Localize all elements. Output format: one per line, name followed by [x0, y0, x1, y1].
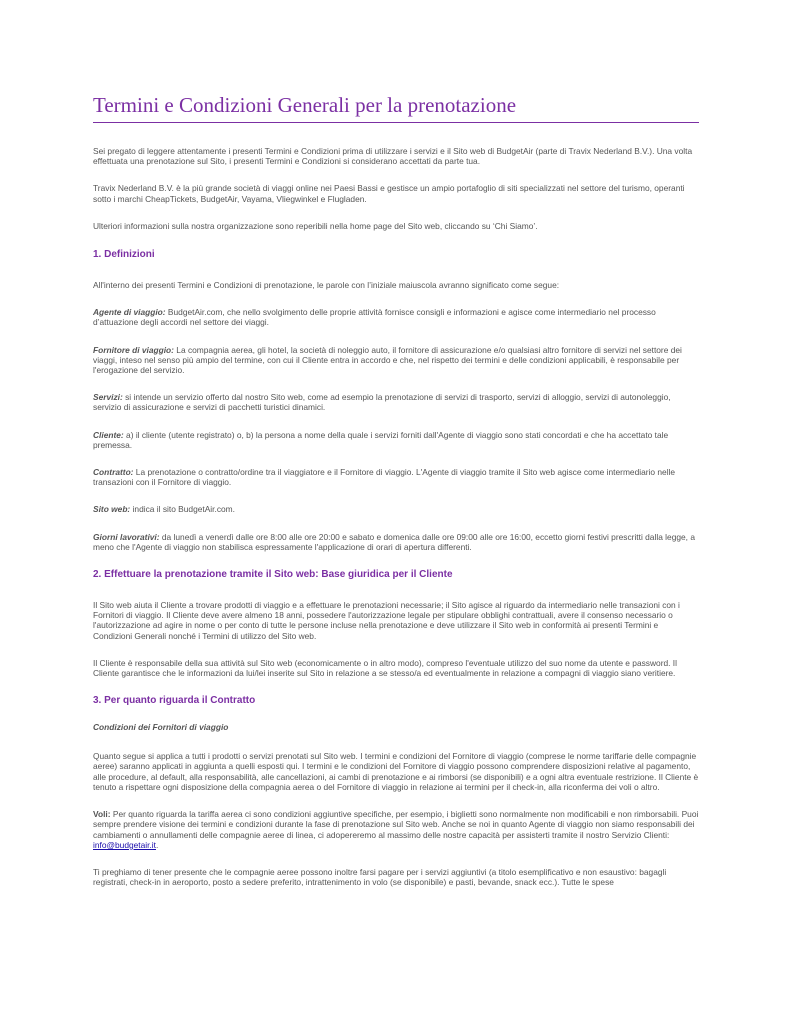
definition-text: a) il cliente (utente registrato) o, b) la persona a nome della quale i servizi forniti dall'Agente di viaggio sono stati concordati e che ha accettato tale premessa. — [93, 429, 669, 450]
definition-text: indica il sito BudgetAir.com. — [130, 504, 235, 515]
section-3-voli-paragraph — [93, 809, 699, 850]
section-3-subheading: Condizioni dei Fornitori di viaggio — [93, 722, 229, 733]
definition-term: Contratto: — [93, 467, 134, 478]
definition-term: Fornitore di viaggio: — [93, 344, 174, 355]
definition-term: Sito web: — [93, 504, 131, 515]
definition-giorni-lavorativi — [93, 532, 699, 552]
intro-paragraph-3: Ulteriori informazioni sulla nostra organizzazione sono reperibili nella home page del Sito web, cliccando su ‘Chi Siamo’. — [93, 220, 538, 231]
section-2-heading: 2. Effettuare la prenotazione tramite il Sito web: Base giuridica per il Cliente — [93, 569, 453, 581]
voli-text: Per quanto riguarda la tariffa aerea ci sono condizioni aggiuntive specifiche, per esempio, i biglietti sono normalmente non modificabili e non rimborsabili. Puoi sempre prendere visione dei termini e condizioni durante la fase di prenotazione sul Sito web. Anche se noi in quanto Agente di viaggio non siamo responsabili dei cambiamenti o annullamenti delle compagnie aeree di linea, ci adopereremo al massimo delle nostre capacità per assisterti tramite il nostro Servizio Clienti: — [93, 809, 699, 840]
customer-service-email-link[interactable]: info@budgetair.it — [93, 839, 156, 850]
voli-end: . — [155, 839, 159, 850]
intro-paragraph-1: Sei pregato di leggere attentamente i presenti Termini e Condizioni prima di utilizzare i servizi e il Sito web di BudgetAir (parte di Travix Nederland B.V.). Una volta effettuata una prenotazione sul Sito, i presenti Termini e Condizioni si considerano accettati da parte tua. — [93, 146, 693, 167]
definition-servizi — [93, 392, 699, 412]
definition-contratto — [93, 467, 699, 487]
section-1-intro: All'interno dei presenti Termini e Condizioni di prenotazione, le parole con l’iniziale maiuscola avranno significato come segue: — [93, 280, 560, 291]
definition-term: Agente di viaggio: — [93, 307, 166, 318]
section-2-paragraph-2: Il Cliente è responsabile della sua attività sul Sito web (economicamente o in altro modo), compreso l'eventuale utilizzo del suo nome da utente e password. Il Cliente garantisce che le informazioni da lui/lei inserite sul Sito in relazione a se stesso/a ed eventualmente in relazione a compagni di viaggio siano veritiere. — [93, 657, 677, 679]
voli-term: Voli: — [93, 809, 111, 820]
page-title: Termini e Condizioni Generali per la prenotazione — [93, 92, 699, 123]
document-page — [93, 92, 699, 887]
definition-cliente — [93, 430, 699, 450]
section-1-heading: 1. Definizioni — [93, 249, 155, 261]
section-3-paragraph-3: Ti preghiamo di tener presente che le compagnie aeree possono inoltre farsi pagare per i servizi aggiuntivi (a titolo esemplificativo e non esaustivo: bagagli registrati, check-in in aeroporto, posto a sedere preferito, intrattenimento in volo (se disponibile) e pasti, bevande, snack ecc.). Tutte le spese — [93, 866, 667, 888]
section-3-heading: 3. Per quanto riguarda il Contratto — [93, 695, 256, 707]
definition-text: BudgetAir.com, che nello svolgimento delle proprie attività fornisce consigli e informazioni e agisce come intermediario nel processo d’attuazione degli accordi nel settore dei viaggi. — [93, 307, 656, 328]
intro-paragraph-2: Travix Nederland B.V. è la più grande società di viaggi online nei Paesi Bassi e gestisce un ampio portafoglio di siti specializzati nel settore del turismo, operanti sotto i marchi CheapTickets, BudgetAir, Vayama, Vliegwinkel e Flugladen. — [93, 183, 685, 204]
definition-sito-web — [93, 504, 699, 514]
definition-agente — [93, 307, 699, 327]
definition-term: Cliente: — [93, 429, 124, 440]
section-3-paragraph-1: Quanto segue si applica a tutti i prodotti o servizi prenotati sul Sito web. I termini e condizioni del Fornitore di viaggio (comprese le norme tariffarie delle compagnie aeree) saranno applicati in aggiunta a quelli esposti qui. I termini e le condizioni del Fornitore di viaggio possono comprendere disposizioni relative al pagamento, alle procedure, al default, alla responsabilità, alle cancellazioni, ai cambi di prenotazione e ai rimborsi (se disponibili) e a ogni altra eventuale restrizione. Il Cliente è tenuto a rispettare ogni disposizione della compagnia aerea o del Fornitore di viaggio in relazione ai termini per il check-in, alla riconferma dei voli o altro. — [93, 751, 699, 792]
section-2-paragraph-1: Il Sito web aiuta il Cliente a trovare prodotti di viaggio e a effettuare le prenotazioni necessarie; il Sito agisce al riguardo da intermediario nelle transazioni con i Fornitori di viaggio. Il Cliente deve avere almeno 18 anni, possedere l'autorizzazione legale per stipulare obblighi contrattuali, avere il consenso necessario o l'autorizzazione ad agire in nome o per conto di tutte le persone incluse nella prenotazione e deve utilizzare il Sito web in conformità ai presenti Termini e Condizioni Generali nonché i Termini di utilizzo del Sito web. — [93, 600, 680, 641]
definition-text: da lunedì a venerdì dalle ore 8:00 alle ore 20:00 e sabato e domenica dalle ore 09:00 alle ore 16:00, eccetto giorni festivi prescritti dalla legge, a meno che l'Agente di viaggio non stabilisca espressamente l'applicazione di orari di apertura differenti. — [93, 531, 695, 552]
definition-term: Servizi: — [93, 392, 123, 403]
definition-fornitore — [93, 345, 699, 376]
definition-text: La prenotazione o contratto/ordine tra il viaggiatore e il Fornitore di viaggio. L'Agente di viaggio tramite il Sito web agisce come intermediario nelle transazioni con il Fornitore di viaggio. — [93, 467, 676, 488]
definition-term: Giorni lavorativi: — [93, 531, 160, 542]
definition-text: La compagnia aerea, gli hotel, la società di noleggio auto, il fornitore di assicurazione e/o qualsiasi altro fornitore di servizi nel settore dei viaggi, inteso nel senso più ampio del termine, con cui il Cliente entra in accordo e che, nel rispetto dei termini e delle condizioni applicabili, è responsabile per l'erogazione del servizio. — [93, 344, 682, 376]
definition-text: si intende un servizio offerto dal nostro Sito web, come ad esempio la prenotazione di servizi di trasporto, servizi di alloggio, servizi di autonoleggio, servizio di assicurazione e servizi di pacchetti turistici dinamici. — [93, 392, 671, 413]
